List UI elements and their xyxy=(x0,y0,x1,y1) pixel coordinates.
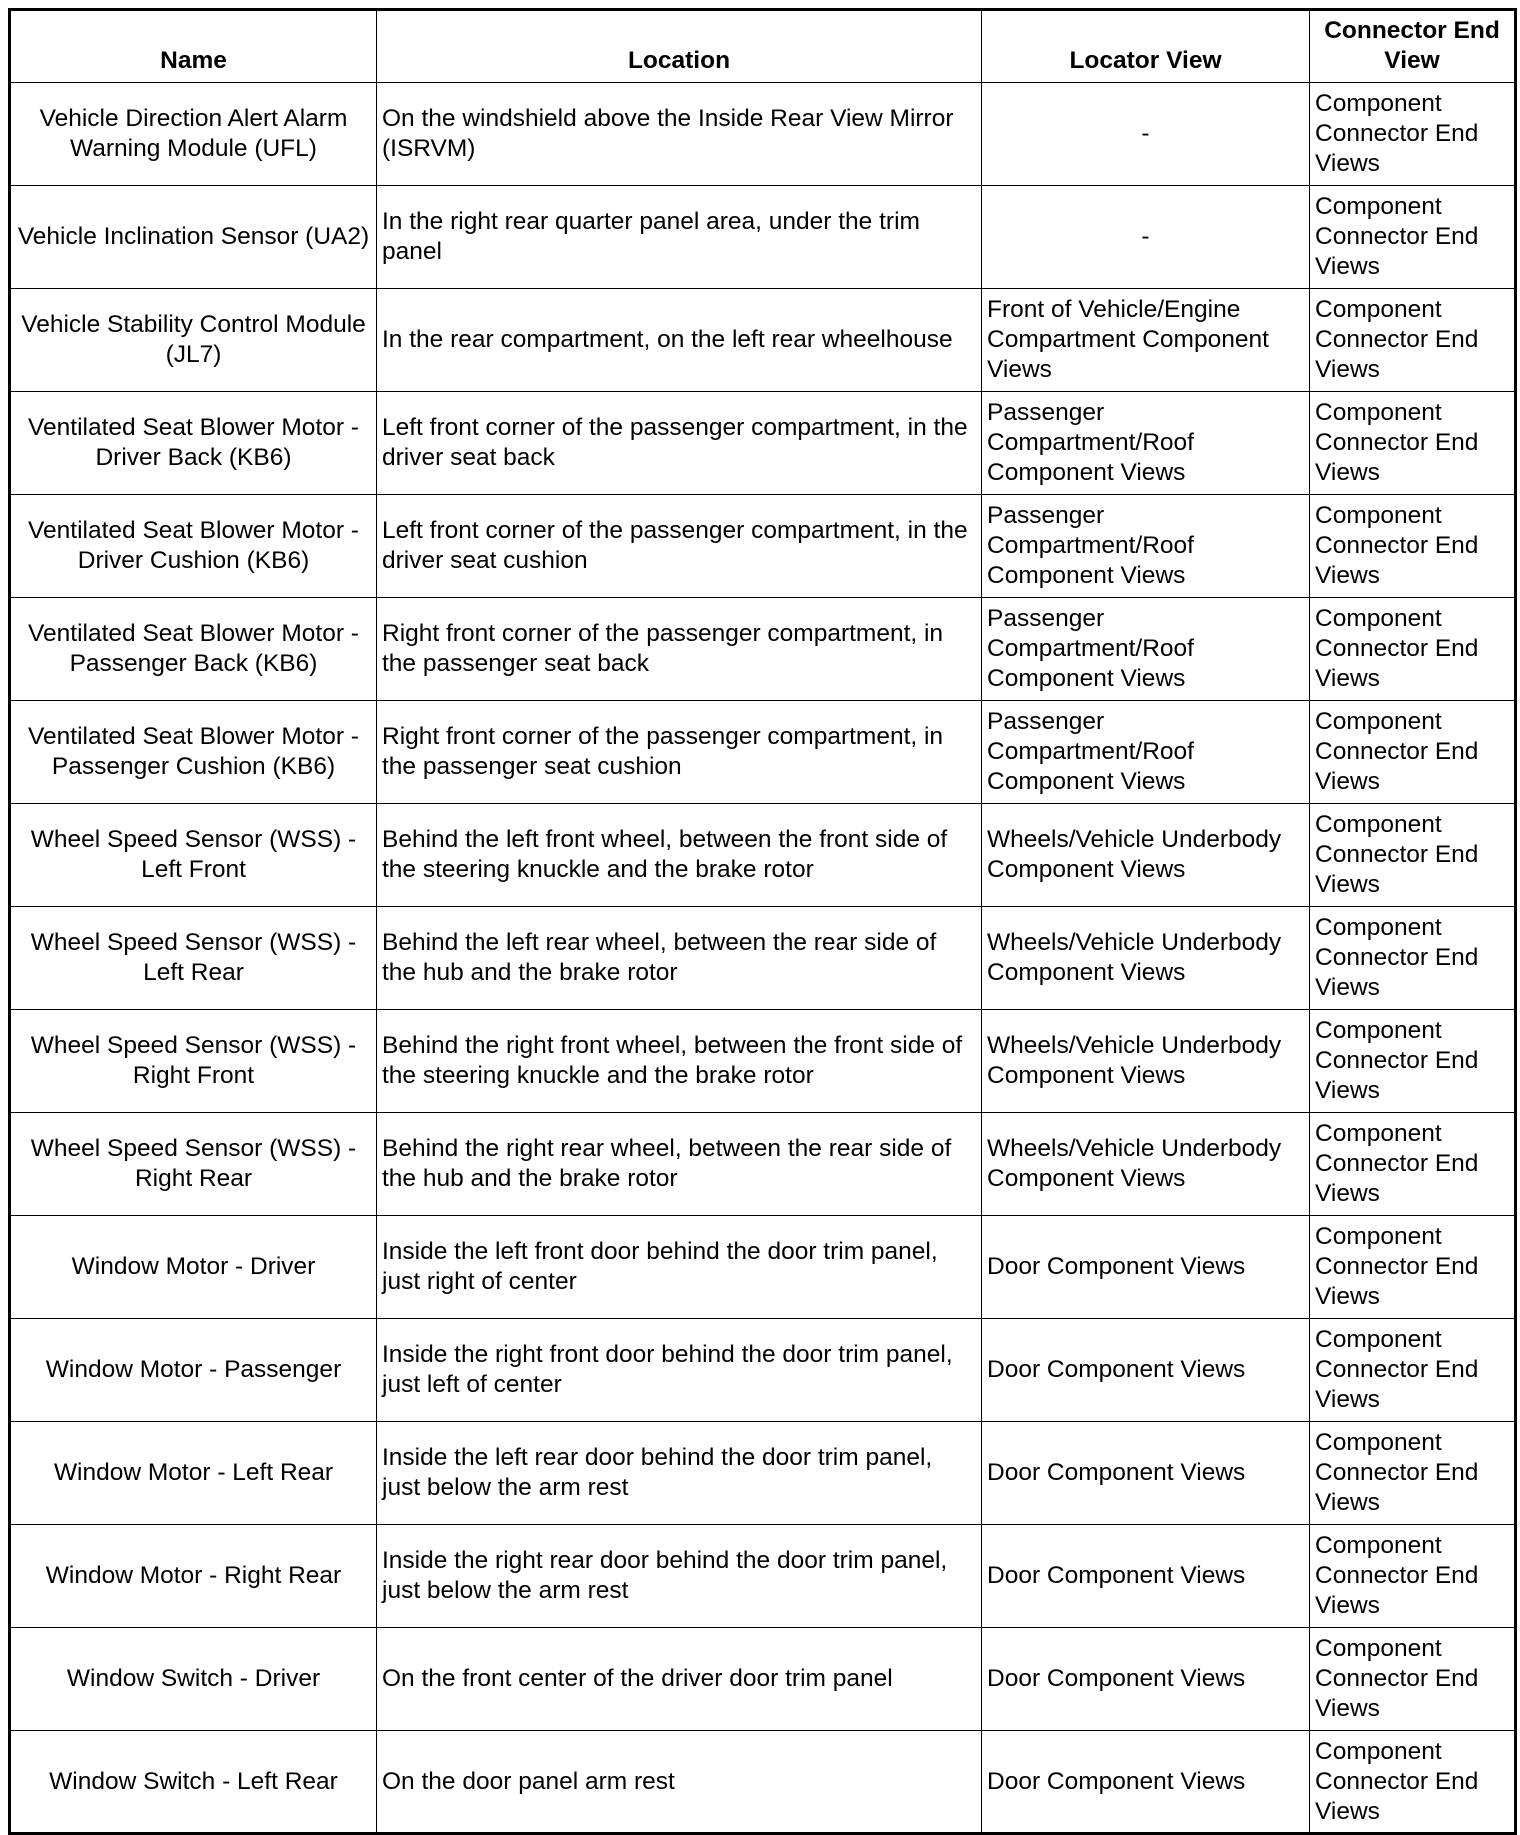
component-locator-document xyxy=(8,8,1514,1835)
cell-connector-end-view: Component Connector End Views xyxy=(1310,1628,1516,1731)
table-row xyxy=(10,1319,1516,1422)
table-row xyxy=(10,392,1516,495)
cell-locator-view: Door Component Views xyxy=(982,1525,1310,1628)
cell-connector-end-view: Component Connector End Views xyxy=(1310,1525,1516,1628)
cell-location: Left front corner of the passenger compartment, in the driver seat back xyxy=(377,392,982,495)
table-row xyxy=(10,1731,1516,1834)
table-row xyxy=(10,495,1516,598)
header-name: Name xyxy=(10,10,377,83)
cell-connector-end-view: Component Connector End Views xyxy=(1310,392,1516,495)
cell-name: Window Motor - Driver xyxy=(10,1216,377,1319)
cell-name: Wheel Speed Sensor (WSS) - Right Rear xyxy=(10,1113,377,1216)
cell-name: Wheel Speed Sensor (WSS) - Right Front xyxy=(10,1010,377,1113)
cell-name: Window Motor - Passenger xyxy=(10,1319,377,1422)
table-row xyxy=(10,83,1516,186)
table-row xyxy=(10,1628,1516,1731)
cell-locator-view: - xyxy=(982,83,1310,186)
cell-connector-end-view: Component Connector End Views xyxy=(1310,83,1516,186)
cell-locator-view: Door Component Views xyxy=(982,1319,1310,1422)
cell-location: In the right rear quarter panel area, under the trim panel xyxy=(377,186,982,289)
cell-name: Window Switch - Driver xyxy=(10,1628,377,1731)
table-row xyxy=(10,1113,1516,1216)
component-locator-table xyxy=(8,8,1517,1835)
cell-locator-view: Passenger Compartment/Roof Component Views xyxy=(982,495,1310,598)
table-row xyxy=(10,701,1516,804)
cell-location: Inside the right front door behind the door trim panel, just left of center xyxy=(377,1319,982,1422)
table-row xyxy=(10,598,1516,701)
cell-location: Right front corner of the passenger compartment, in the passenger seat back xyxy=(377,598,982,701)
table-row xyxy=(10,1525,1516,1628)
cell-location: Behind the right rear wheel, between the rear side of the hub and the brake rotor xyxy=(377,1113,982,1216)
cell-connector-end-view: Component Connector End Views xyxy=(1310,701,1516,804)
cell-connector-end-view: Component Connector End Views xyxy=(1310,1731,1516,1834)
cell-locator-view: Wheels/Vehicle Underbody Component Views xyxy=(982,804,1310,907)
cell-location: On the door panel arm rest xyxy=(377,1731,982,1834)
cell-locator-view: Front of Vehicle/Engine Compartment Component Views xyxy=(982,289,1310,392)
cell-name: Vehicle Inclination Sensor (UA2) xyxy=(10,186,377,289)
cell-connector-end-view: Component Connector End Views xyxy=(1310,907,1516,1010)
cell-location: Behind the left front wheel, between the front side of the steering knuckle and the brake rotor xyxy=(377,804,982,907)
cell-name: Ventilated Seat Blower Motor - Driver Back (KB6) xyxy=(10,392,377,495)
cell-connector-end-view: Component Connector End Views xyxy=(1310,804,1516,907)
header-locator-view: Locator View xyxy=(982,10,1310,83)
header-location: Location xyxy=(377,10,982,83)
cell-location: Behind the right front wheel, between the front side of the steering knuckle and the brake rotor xyxy=(377,1010,982,1113)
cell-locator-view: Wheels/Vehicle Underbody Component Views xyxy=(982,1113,1310,1216)
cell-connector-end-view: Component Connector End Views xyxy=(1310,1216,1516,1319)
cell-location: Inside the left rear door behind the door trim panel, just below the arm rest xyxy=(377,1422,982,1525)
cell-locator-view: Passenger Compartment/Roof Component Views xyxy=(982,701,1310,804)
table-row xyxy=(10,1422,1516,1525)
table-row xyxy=(10,289,1516,392)
table-row xyxy=(10,1010,1516,1113)
cell-connector-end-view: Component Connector End Views xyxy=(1310,1319,1516,1422)
cell-location: Inside the right rear door behind the door trim panel, just below the arm rest xyxy=(377,1525,982,1628)
cell-connector-end-view: Component Connector End Views xyxy=(1310,598,1516,701)
cell-name: Vehicle Direction Alert Alarm Warning Module (UFL) xyxy=(10,83,377,186)
cell-locator-view: Wheels/Vehicle Underbody Component Views xyxy=(982,1010,1310,1113)
cell-location: Right front corner of the passenger compartment, in the passenger seat cushion xyxy=(377,701,982,804)
cell-location: On the front center of the driver door trim panel xyxy=(377,1628,982,1731)
table-row xyxy=(10,186,1516,289)
header-connector-end-view: Connector End View xyxy=(1310,10,1516,83)
table-row xyxy=(10,1216,1516,1319)
cell-locator-view: Door Component Views xyxy=(982,1628,1310,1731)
cell-connector-end-view: Component Connector End Views xyxy=(1310,1113,1516,1216)
cell-name: Vehicle Stability Control Module (JL7) xyxy=(10,289,377,392)
table-header-row xyxy=(10,10,1516,83)
cell-name: Window Motor - Left Rear xyxy=(10,1422,377,1525)
cell-location: Behind the left rear wheel, between the rear side of the hub and the brake rotor xyxy=(377,907,982,1010)
cell-name: Ventilated Seat Blower Motor - Passenger Cushion (KB6) xyxy=(10,701,377,804)
cell-name: Window Switch - Left Rear xyxy=(10,1731,377,1834)
cell-name: Wheel Speed Sensor (WSS) - Left Rear xyxy=(10,907,377,1010)
cell-connector-end-view: Component Connector End Views xyxy=(1310,495,1516,598)
cell-locator-view: Door Component Views xyxy=(982,1216,1310,1319)
table-row xyxy=(10,804,1516,907)
cell-locator-view: Door Component Views xyxy=(982,1422,1310,1525)
cell-name: Ventilated Seat Blower Motor - Driver Cushion (KB6) xyxy=(10,495,377,598)
cell-locator-view: Passenger Compartment/Roof Component Views xyxy=(982,392,1310,495)
cell-connector-end-view: Component Connector End Views xyxy=(1310,186,1516,289)
cell-name: Window Motor - Right Rear xyxy=(10,1525,377,1628)
cell-locator-view: Door Component Views xyxy=(982,1731,1310,1834)
cell-location: Left front corner of the passenger compartment, in the driver seat cushion xyxy=(377,495,982,598)
cell-connector-end-view: Component Connector End Views xyxy=(1310,1010,1516,1113)
cell-location: On the windshield above the Inside Rear View Mirror (ISRVM) xyxy=(377,83,982,186)
table-row xyxy=(10,907,1516,1010)
cell-locator-view: Passenger Compartment/Roof Component Views xyxy=(982,598,1310,701)
cell-location: Inside the left front door behind the door trim panel, just right of center xyxy=(377,1216,982,1319)
cell-location: In the rear compartment, on the left rear wheelhouse xyxy=(377,289,982,392)
cell-connector-end-view: Component Connector End Views xyxy=(1310,289,1516,392)
cell-locator-view: - xyxy=(982,186,1310,289)
cell-name: Wheel Speed Sensor (WSS) - Left Front xyxy=(10,804,377,907)
cell-connector-end-view: Component Connector End Views xyxy=(1310,1422,1516,1525)
cell-name: Ventilated Seat Blower Motor - Passenger Back (KB6) xyxy=(10,598,377,701)
cell-locator-view: Wheels/Vehicle Underbody Component Views xyxy=(982,907,1310,1010)
